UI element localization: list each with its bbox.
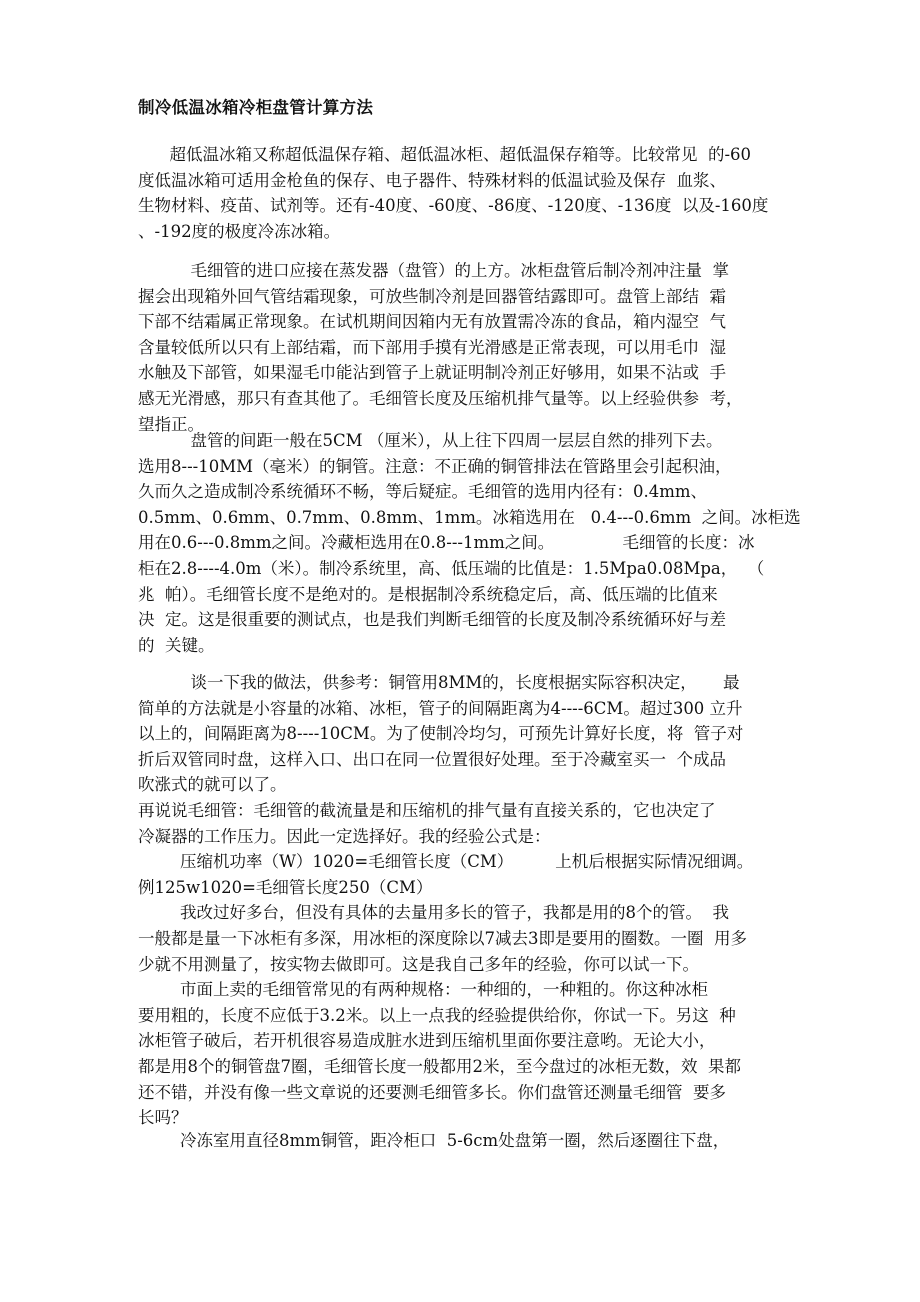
text-line: 兆 帕）。毛细管长度不是绝对的。是根据制冷系统稳定后，高、低压端的比值来 [138, 584, 718, 604]
text-line: 毛细管的进口应接在蒸发器（盘管）的上方。冰柜盘管后制冷剂冲注量 掌 [138, 261, 729, 280]
text-line: 少就不用测量了，按实物去做即可。这是我自己多年的经验，你可以试一下。 [138, 954, 699, 974]
intro-paragraph [138, 142, 798, 244]
text-line: 冷凝器的工作压力。因此一定选择好。我的经验公式是： [138, 826, 551, 846]
freezer-paragraph [138, 1128, 798, 1154]
text-line: 长吗？ [138, 1108, 188, 1128]
text-line: 吹涨式的就可以了。 [138, 775, 287, 795]
document-title: 制冷低温冰箱冷柜盘管计算方法 [138, 98, 374, 117]
text-line: 例125w1020=毛细管长度250（CM） [138, 877, 433, 897]
text-line: 冷冻室用直径8mm铜管，距冷柜口 5-6cm处盘第一圈，然后逐圈往下盘， [138, 1131, 730, 1150]
text-line: 都是用8个的铜管盘7圈，毛细管长度一般都用2米，至今盘过的冰柜无数，效 果都 [138, 1056, 741, 1076]
text-line: 我改过好多台，但没有具体的去量用多长的管子，我都是用的8个的管。 我 [138, 903, 729, 923]
text-line: 超低温冰箱又称超低温保存箱、超低温冰柜、超低温保存箱等。比较常见 的-60 [138, 145, 752, 164]
text-line: 简单的方法就是小容量的冰箱、冰柜，管子的间隔距离为4----6CM。超过300 立升 [138, 698, 743, 718]
text-line: 再说说毛细管：毛细管的截流量是和压缩机的排气量有直接关系的，它也决定了 [138, 800, 716, 820]
text-line: 的 关键。 [138, 635, 215, 655]
text-line: 还不错，并没有像一些文章说的还要测毛细管多长。你们盘管还测量毛细管 要多 [138, 1082, 726, 1102]
text-line: 久而久之造成制冷系统循环不畅，等后疑症。毛细管的选用内径有：0.4mm、 [138, 482, 708, 502]
text-line: 决 定。这是很重要的测试点，也是我们判断毛细管的长度及制冷系统循环好与差 [138, 610, 726, 630]
text-line: 谈一下我的做法，供参考：铜管用8MM的，长度根据实际容积决定， 最 [138, 673, 740, 692]
text-line: 以上的，间隔距离为8----10CM。为了使制冷均匀，可预先计算好长度，将 管子对 [138, 724, 744, 744]
text-line: 望指正。 [138, 414, 204, 434]
text-line: 感无光滑感，那只有查其他了。毛细管长度及压缩机排气量等。以上经验供参 考， [138, 388, 743, 408]
text-line: 柜在2.8----4.0m（米）。制冷系统里，高、低压端的比值是：1.5Mpa0.08Mpa， （ [138, 558, 765, 578]
text-line: 压缩机功率（W）1020=毛细管长度（CM） 上机后根据实际情况细调。 [138, 852, 754, 872]
text-line: 0.5mm、0.6mm、0.7mm、0.8mm、1mm。冰箱选用在 0.4---0.6mm 之间。冰柜选 [138, 507, 801, 527]
text-line: 用在0.6---0.8mm之间。冷藏柜选用在0.8---1mm之间。 毛细管的长度：冰 [138, 533, 755, 553]
text-line: 度低温冰箱可适用金枪鱼的保存、电子器件、特殊材料的低温试验及保存 血浆、 [138, 170, 726, 190]
text-line: 盘管的间距一般在5CM （厘米），从上往下四周一层层自然的排列下去。 [138, 431, 723, 450]
text-line: 生物材料、疫苗、试剂等。还有-40度、-60度、-86度、-120度、-136度 以及-160度 [138, 196, 769, 216]
text-line: 要用粗的，长度不应低于3.2米。以上一点我的经验提供给你，你试一下。另这 种 [138, 1005, 736, 1025]
capillary-inlet-paragraph [138, 258, 798, 437]
text-line: 折后双管同时盘，这样入口、出口在同一位置很好处理。至于冷藏室买一 个成品 [138, 749, 726, 769]
coil-spacing-paragraph [138, 428, 801, 658]
text-line: 一般都是量一下冰柜有多深，用冰柜的深度除以7减去3即是要用的圈数。一圈 用多 [138, 928, 747, 948]
text-line: 冰柜管子破后，若开机很容易造成脏水进到压缩机里面你要注意哟。无论大小， [138, 1031, 716, 1051]
text-line: 下部不结霜属正常现象。在试机期间因箱内无有放置需冷冻的食品，箱内湿空 气 [138, 312, 726, 332]
text-line: 含量较低所以只有上部结霜，而下部用手摸有光滑感是正常表现，可以用毛巾 湿 [138, 337, 726, 357]
text-line: 选用8---10MM（毫米）的铜管。注意：不正确的铜管排法在管路里会引起积油， [138, 456, 732, 476]
my-method-paragraph [138, 670, 798, 1131]
text-line: 、-192度的极度冷冻冰箱。 [138, 221, 341, 241]
text-line: 水触及下部管，如果湿毛巾能沾到管子上就证明制冷剂正好够用，如果不沾或 手 [138, 363, 726, 383]
text-line: 握会出现箱外回气管结霜现象，可放些制冷剂是回器管结露即可。盘管上部结 霜 [138, 286, 726, 306]
text-line: 市面上卖的毛细管常见的有两种规格：一种细的，一种粗的。你这种冰柜 [138, 980, 708, 1000]
